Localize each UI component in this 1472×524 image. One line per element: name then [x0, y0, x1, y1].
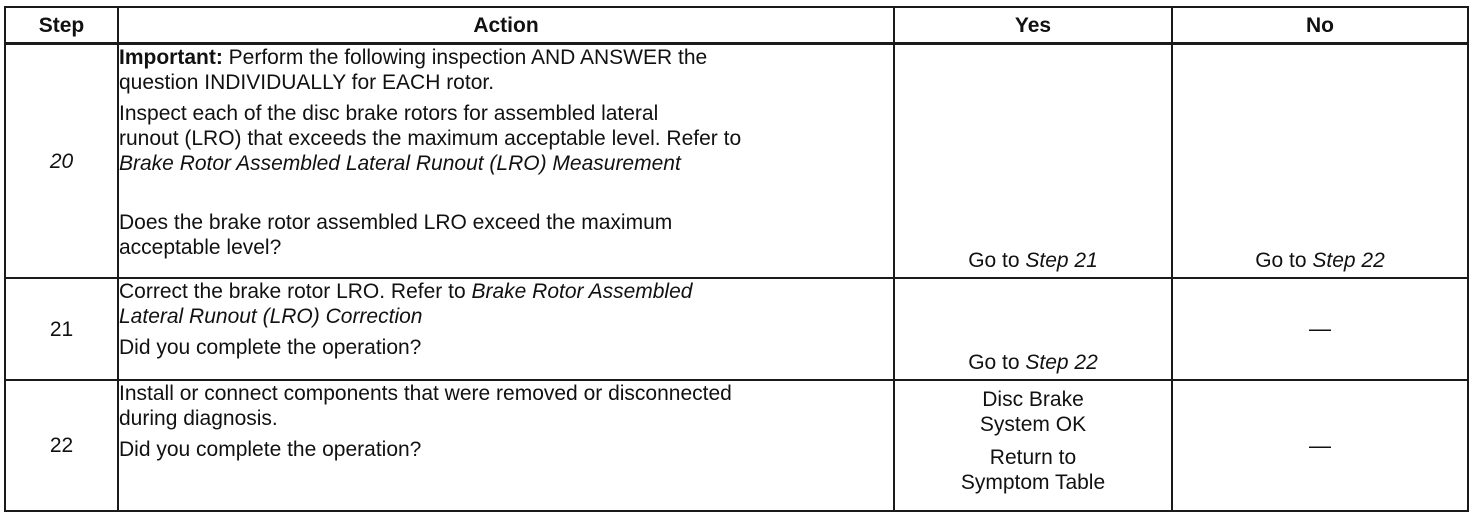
step-number: 22: [5, 380, 118, 511]
header-action: Action: [118, 7, 894, 44]
question-line: Did you complete the operation?: [119, 336, 422, 360]
important-note: [119, 45, 893, 95]
table-row: [5, 278, 1468, 380]
yes-result-1-line-2: System OK: [979, 413, 1087, 436]
table-row: [5, 380, 1468, 511]
important-text: Perform the following inspection AND ANSWER the: [222, 46, 708, 69]
action-reference-1: Brake Rotor Assembled: [471, 280, 693, 304]
no-step-ref: Step 22: [1312, 249, 1385, 273]
yes-result-2-line-2: Symptom Table: [960, 471, 1106, 494]
no-cell: [1172, 380, 1468, 511]
important-text-cont: question INDIVIDUALLY for EACH rotor.: [119, 71, 495, 94]
action-line-2: during diagnosis.: [119, 407, 278, 430]
question: [119, 210, 893, 260]
no-cell: [1172, 278, 1468, 380]
yes-prefix: Go to: [968, 351, 1026, 374]
action-cell: [118, 44, 894, 279]
no-cell: [1172, 44, 1468, 279]
yes-step-ref: Step 22: [1025, 351, 1098, 374]
yes-prefix: Go to: [968, 249, 1026, 273]
no-dash: —: [1309, 432, 1331, 458]
action-cell: [118, 278, 894, 380]
inspect-instruction: [119, 101, 893, 176]
action-instruction: [119, 381, 893, 431]
no-prefix: Go to: [1255, 249, 1313, 273]
yes-result-2-line-1: Return to: [989, 446, 1077, 469]
yes-cell: [894, 380, 1172, 511]
header-no: No: [1172, 7, 1468, 44]
action-reference-2: Lateral Runout (LRO) Correction: [119, 305, 423, 329]
diagnostic-table: [4, 6, 1469, 512]
question-line: Did you complete the operation?: [119, 438, 422, 461]
step-number: 20: [5, 44, 118, 279]
action-instruction: [119, 279, 893, 329]
yes-result-2: [895, 445, 1171, 495]
yes-cell: [894, 44, 1172, 279]
question: [119, 335, 893, 360]
yes-step-ref: Step 21: [1025, 249, 1098, 273]
important-label: Important:: [119, 46, 223, 69]
yes-result-1: [895, 387, 1171, 437]
question: [119, 437, 893, 462]
no-dash: —: [1309, 316, 1331, 342]
action-text: Correct the brake rotor LRO. Refer to: [119, 280, 472, 304]
step-number: 21: [5, 278, 118, 380]
inspect-reference: Brake Rotor Assembled Lateral Runout (LRO) Measurement: [119, 152, 681, 175]
inspect-line-2: runout (LRO) that exceeds the maximum acceptable level. Refer to: [119, 127, 742, 150]
question-line-2: acceptable level?: [119, 236, 282, 259]
yes-result-1-line-1: Disc Brake: [982, 388, 1084, 411]
yes-cell: [894, 278, 1172, 380]
table-row: [5, 44, 1468, 279]
action-line-1: Install or connect components that were removed or disconnected: [119, 382, 732, 405]
question-line-1: Does the brake rotor assembled LRO exceed the maximum: [119, 211, 673, 234]
header-yes: Yes: [894, 7, 1172, 44]
inspect-line-1: Inspect each of the disc brake rotors for assembled lateral: [119, 102, 659, 125]
action-cell: [118, 380, 894, 511]
header-row: [5, 7, 1468, 44]
header-step: Step: [5, 7, 118, 44]
